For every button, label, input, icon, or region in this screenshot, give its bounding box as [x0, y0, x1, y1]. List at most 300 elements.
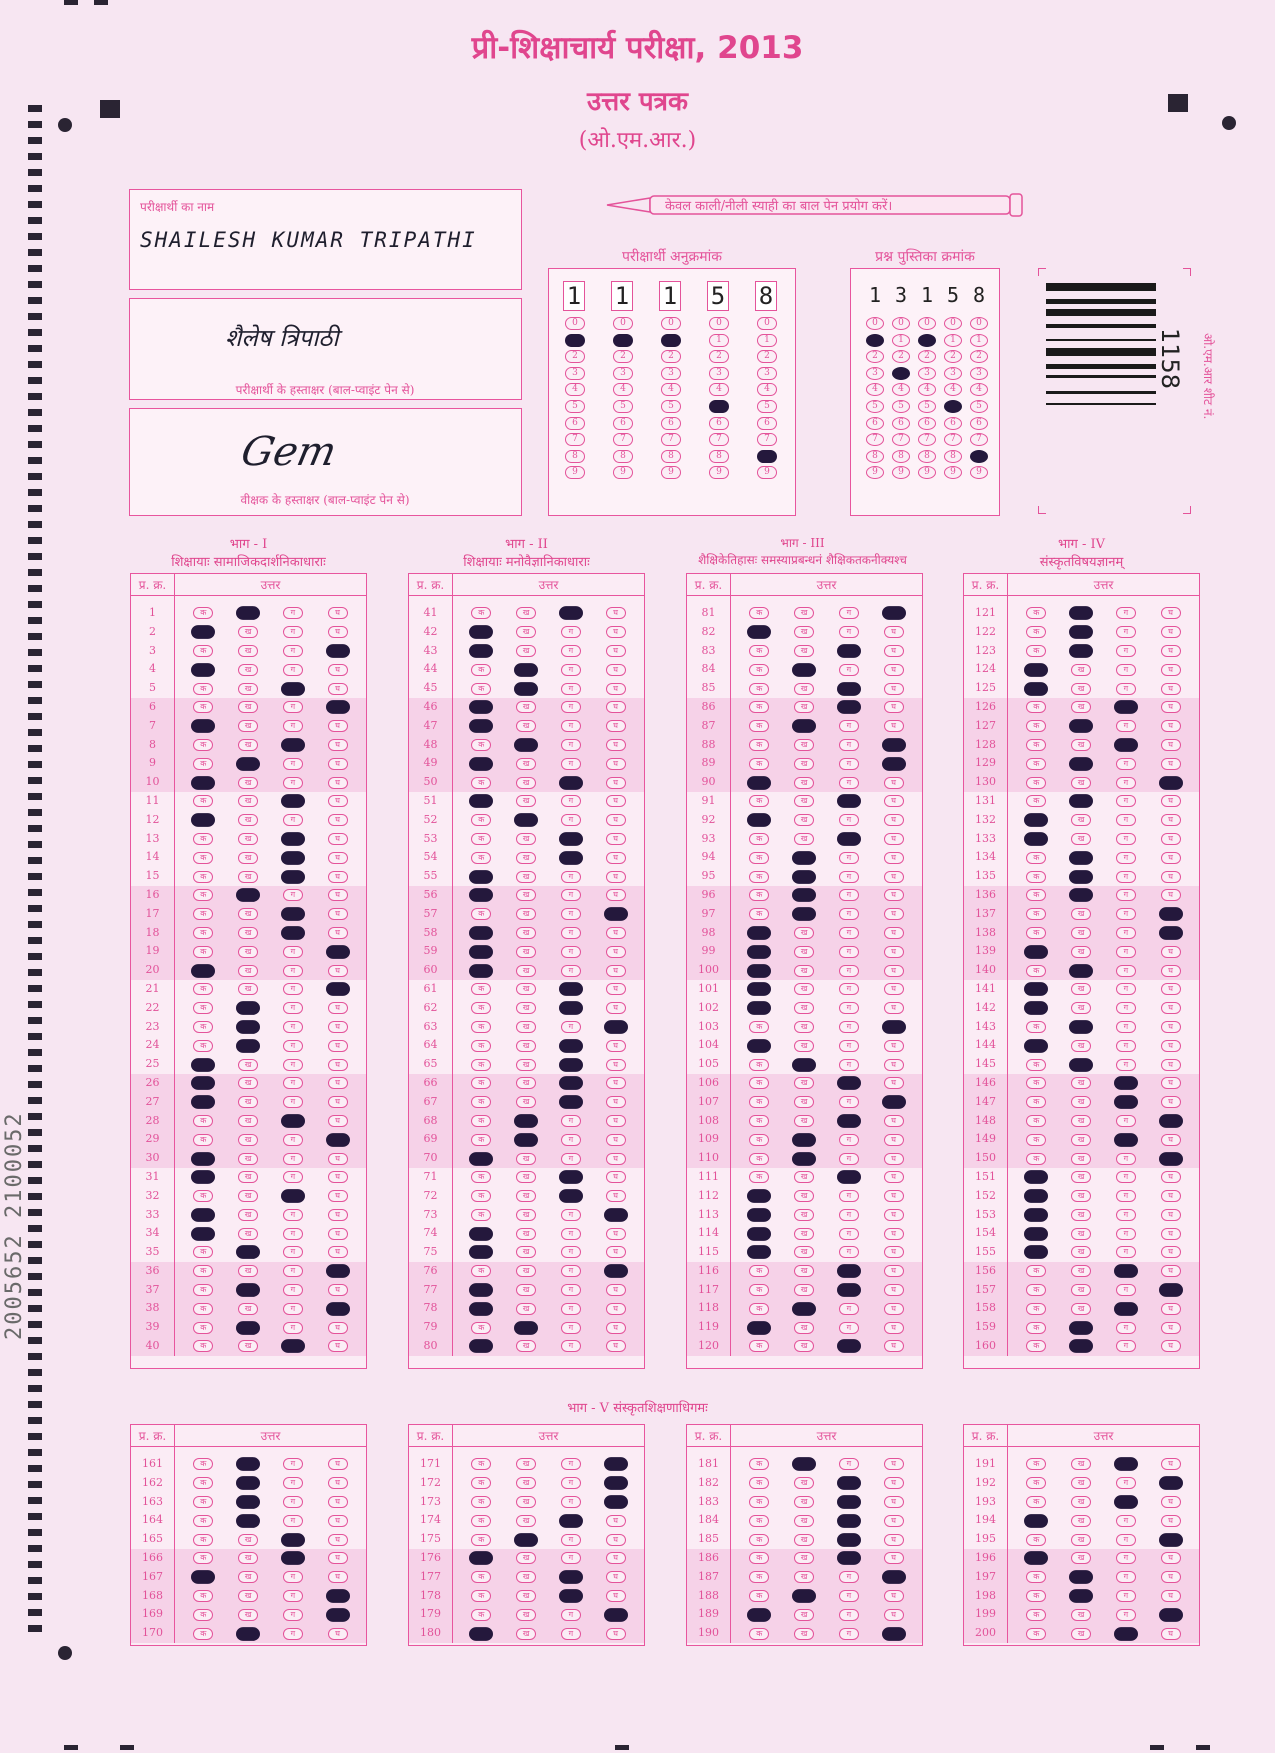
option-bubble[interactable]: क	[193, 1458, 213, 1470]
option-bubble[interactable]: घ	[1161, 1059, 1181, 1071]
option-bubble[interactable]: ग	[283, 664, 303, 676]
option-bubble[interactable]: ग	[1116, 1284, 1136, 1296]
option-bubble[interactable]	[1024, 1514, 1048, 1528]
option-bubble[interactable]	[236, 606, 260, 620]
option-bubble[interactable]: घ	[1161, 833, 1181, 845]
digit-bubble[interactable]: 5	[892, 400, 910, 413]
option-bubble[interactable]: क	[193, 1040, 213, 1052]
option-bubble[interactable]	[1024, 945, 1048, 959]
option-bubble[interactable]: ख	[238, 777, 258, 789]
option-bubble[interactable]	[514, 813, 538, 827]
option-bubble[interactable]: क	[193, 889, 213, 901]
digit-bubble[interactable]: 7	[970, 433, 988, 446]
option-bubble[interactable]: घ	[1161, 1628, 1181, 1640]
option-bubble[interactable]: क	[749, 1077, 769, 1089]
option-bubble[interactable]: ख	[516, 1515, 536, 1527]
option-bubble[interactable]	[281, 832, 305, 846]
option-bubble[interactable]	[1069, 1058, 1093, 1072]
option-bubble[interactable]: घ	[1161, 1590, 1181, 1602]
option-bubble[interactable]: ग	[1116, 814, 1136, 826]
option-bubble[interactable]: क	[1026, 1284, 1046, 1296]
option-bubble[interactable]: घ	[1161, 1021, 1181, 1033]
option-bubble[interactable]	[747, 1039, 771, 1053]
option-bubble[interactable]: ग	[1116, 871, 1136, 883]
option-bubble[interactable]: ग	[1116, 1590, 1136, 1602]
digit-bubble[interactable]: 3	[613, 367, 633, 380]
option-bubble[interactable]: ग	[839, 739, 859, 751]
digit-bubble[interactable]: 6	[970, 417, 988, 430]
digit-bubble[interactable]: 7	[661, 433, 681, 446]
option-bubble[interactable]: क	[1026, 1303, 1046, 1315]
option-bubble[interactable]: घ	[328, 1477, 348, 1489]
option-bubble[interactable]: घ	[1161, 889, 1181, 901]
option-bubble[interactable]: ग	[561, 1115, 581, 1127]
option-bubble[interactable]: ख	[238, 1134, 258, 1146]
option-bubble[interactable]: घ	[606, 1115, 626, 1127]
option-bubble[interactable]: घ	[884, 871, 904, 883]
option-bubble[interactable]	[236, 1001, 260, 1015]
option-bubble[interactable]: क	[1026, 739, 1046, 751]
option-bubble[interactable]	[792, 907, 816, 921]
option-bubble[interactable]: क	[471, 814, 491, 826]
option-bubble[interactable]	[1159, 776, 1183, 790]
option-bubble[interactable]: घ	[1161, 701, 1181, 713]
option-bubble[interactable]: घ	[884, 946, 904, 958]
digit-bubble[interactable]: 5	[970, 400, 988, 413]
option-bubble[interactable]: ख	[794, 683, 814, 695]
option-bubble[interactable]	[1069, 1570, 1093, 1584]
option-bubble[interactable]: क	[193, 1534, 213, 1546]
option-bubble[interactable]	[1159, 1152, 1183, 1166]
option-bubble[interactable]	[236, 1476, 260, 1490]
option-bubble[interactable]: घ	[1161, 1190, 1181, 1202]
option-bubble[interactable]: घ	[606, 1552, 626, 1564]
option-bubble[interactable]	[281, 1340, 305, 1354]
option-bubble[interactable]: ख	[794, 1534, 814, 1546]
option-bubble[interactable]: ख	[516, 946, 536, 958]
option-bubble[interactable]: ग	[1116, 1040, 1136, 1052]
digit-column[interactable]	[917, 281, 937, 483]
option-bubble[interactable]: घ	[884, 1340, 904, 1352]
option-bubble[interactable]	[1069, 757, 1093, 771]
digit-bubble[interactable]: 0	[757, 317, 777, 330]
option-bubble[interactable]: क	[1026, 1153, 1046, 1165]
option-bubble[interactable]: घ	[884, 1059, 904, 1071]
option-bubble[interactable]: घ	[328, 1021, 348, 1033]
option-bubble[interactable]: ख	[794, 739, 814, 751]
option-bubble[interactable]	[837, 700, 861, 714]
option-bubble[interactable]	[1024, 832, 1048, 846]
option-bubble[interactable]: क	[749, 1515, 769, 1527]
option-bubble[interactable]: घ	[884, 1228, 904, 1240]
option-bubble[interactable]: क	[1026, 1077, 1046, 1089]
option-bubble[interactable]	[236, 757, 260, 771]
option-bubble[interactable]: घ	[884, 795, 904, 807]
option-bubble[interactable]	[792, 1133, 816, 1147]
digit-bubble[interactable]: 5	[866, 400, 884, 413]
option-bubble[interactable]: क	[749, 1571, 769, 1583]
digit-bubble[interactable]: 3	[661, 367, 681, 380]
option-bubble[interactable]: ग	[283, 1246, 303, 1258]
digit-bubble[interactable]: 7	[866, 433, 884, 446]
option-bubble[interactable]: ग	[1116, 607, 1136, 619]
option-bubble[interactable]	[469, 870, 493, 884]
option-bubble[interactable]: घ	[884, 1515, 904, 1527]
option-bubble[interactable]: क	[749, 720, 769, 732]
option-bubble[interactable]: क	[471, 1021, 491, 1033]
option-bubble[interactable]	[514, 738, 538, 752]
option-bubble[interactable]	[1159, 926, 1183, 940]
option-bubble[interactable]: घ	[884, 908, 904, 920]
option-bubble[interactable]	[559, 1001, 583, 1015]
option-bubble[interactable]: क	[193, 871, 213, 883]
option-bubble[interactable]: ग	[839, 1458, 859, 1470]
option-bubble[interactable]	[1024, 1001, 1048, 1015]
digit-bubble[interactable]: 2	[757, 350, 777, 363]
option-bubble[interactable]: क	[1026, 927, 1046, 939]
digit-bubble[interactable]: 4	[613, 383, 633, 396]
option-bubble[interactable]	[837, 1170, 861, 1184]
digit-bubble[interactable]: 2	[661, 350, 681, 363]
option-bubble[interactable]	[1159, 1283, 1183, 1297]
option-bubble[interactable]: ख	[238, 664, 258, 676]
option-bubble[interactable]	[191, 1208, 215, 1222]
option-bubble[interactable]: ख	[1071, 1096, 1091, 1108]
option-bubble[interactable]	[1159, 907, 1183, 921]
digit-bubble[interactable]: 6	[613, 417, 633, 430]
option-bubble[interactable]: ख	[1071, 1002, 1091, 1014]
option-bubble[interactable]: घ	[606, 626, 626, 638]
option-bubble[interactable]	[326, 1264, 350, 1278]
option-bubble[interactable]: क	[749, 795, 769, 807]
option-bubble[interactable]: घ	[1161, 1228, 1181, 1240]
option-bubble[interactable]: घ	[884, 1322, 904, 1334]
option-bubble[interactable]: क	[193, 833, 213, 845]
option-bubble[interactable]: ग	[561, 927, 581, 939]
option-bubble[interactable]: क	[471, 683, 491, 695]
option-bubble[interactable]: क	[471, 1571, 491, 1583]
option-bubble[interactable]: घ	[328, 1458, 348, 1470]
option-bubble[interactable]: क	[471, 833, 491, 845]
option-bubble[interactable]: ग	[561, 908, 581, 920]
option-bubble[interactable]: क	[749, 701, 769, 713]
option-bubble[interactable]: घ	[1161, 1322, 1181, 1334]
option-bubble[interactable]	[837, 1533, 861, 1547]
option-bubble[interactable]: घ	[606, 983, 626, 995]
digit-column[interactable]	[563, 281, 587, 483]
option-bubble[interactable]	[747, 625, 771, 639]
option-bubble[interactable]	[1069, 870, 1093, 884]
option-bubble[interactable]	[191, 663, 215, 677]
option-bubble[interactable]	[1069, 888, 1093, 902]
option-bubble[interactable]: घ	[328, 1171, 348, 1183]
digit-bubble[interactable]: 9	[613, 466, 633, 479]
option-bubble[interactable]: घ	[328, 626, 348, 638]
option-bubble[interactable]: ग	[839, 965, 859, 977]
option-bubble[interactable]: क	[193, 758, 213, 770]
option-bubble[interactable]	[191, 1170, 215, 1184]
option-bubble[interactable]: घ	[1161, 1077, 1181, 1089]
option-bubble[interactable]: ग	[283, 1209, 303, 1221]
option-bubble[interactable]: क	[471, 1496, 491, 1508]
digit-bubble[interactable]: 6	[918, 417, 936, 430]
digit-bubble[interactable]: 1	[709, 334, 729, 347]
option-bubble[interactable]: क	[193, 607, 213, 619]
option-bubble[interactable]: ख	[794, 1096, 814, 1108]
option-bubble[interactable]: क	[749, 1096, 769, 1108]
option-bubble[interactable]: घ	[884, 1552, 904, 1564]
option-bubble[interactable]: ख	[794, 946, 814, 958]
option-bubble[interactable]: ग	[283, 946, 303, 958]
option-bubble[interactable]: ख	[516, 1171, 536, 1183]
option-bubble[interactable]: घ	[328, 777, 348, 789]
option-bubble[interactable]: ग	[839, 777, 859, 789]
option-bubble[interactable]	[1069, 644, 1093, 658]
option-bubble[interactable]: क	[193, 1134, 213, 1146]
option-bubble[interactable]: घ	[606, 1134, 626, 1146]
digit-bubble[interactable]: 0	[892, 317, 910, 330]
digit-bubble[interactable]: 8	[892, 450, 910, 463]
option-bubble[interactable]	[837, 1114, 861, 1128]
option-bubble[interactable]: ग	[561, 1552, 581, 1564]
option-bubble[interactable]: ख	[794, 1228, 814, 1240]
option-bubble[interactable]	[1024, 1039, 1048, 1053]
option-bubble[interactable]	[236, 1514, 260, 1528]
option-bubble[interactable]: क	[1026, 1458, 1046, 1470]
digit-bubble[interactable]: 7	[892, 433, 910, 446]
option-bubble[interactable]: क	[471, 1209, 491, 1221]
option-bubble[interactable]: ग	[561, 1209, 581, 1221]
option-bubble[interactable]	[469, 1551, 493, 1565]
option-bubble[interactable]: घ	[328, 1077, 348, 1089]
option-bubble[interactable]	[837, 1340, 861, 1354]
digit-bubble[interactable]: 2	[892, 350, 910, 363]
option-bubble[interactable]: ग	[561, 1134, 581, 1146]
option-bubble[interactable]: ख	[238, 720, 258, 732]
option-bubble[interactable]: ग	[1116, 664, 1136, 676]
option-bubble[interactable]: ग	[1116, 1021, 1136, 1033]
digit-bubble[interactable]: 5	[661, 400, 681, 413]
option-bubble[interactable]: ग	[1116, 1059, 1136, 1071]
option-bubble[interactable]	[837, 1476, 861, 1490]
option-bubble[interactable]: ग	[283, 1040, 303, 1052]
option-bubble[interactable]: ग	[561, 795, 581, 807]
option-bubble[interactable]	[469, 964, 493, 978]
option-bubble[interactable]: घ	[884, 1209, 904, 1221]
option-bubble[interactable]: क	[749, 664, 769, 676]
option-bubble[interactable]	[604, 1020, 628, 1034]
answer-block-81-120[interactable]	[686, 573, 923, 1369]
option-bubble[interactable]: ख	[794, 1190, 814, 1202]
option-bubble[interactable]: क	[471, 1190, 491, 1202]
option-bubble[interactable]: ग	[283, 777, 303, 789]
digit-bubble[interactable]: 2	[565, 350, 585, 363]
digit-column[interactable]	[891, 281, 911, 483]
digit-bubble[interactable]: 9	[944, 466, 962, 479]
option-bubble[interactable]: ख	[516, 1458, 536, 1470]
option-bubble[interactable]: घ	[328, 927, 348, 939]
option-bubble[interactable]: घ	[328, 908, 348, 920]
option-bubble[interactable]: ग	[561, 814, 581, 826]
option-bubble[interactable]: ग	[561, 739, 581, 751]
option-bubble[interactable]: क	[749, 1171, 769, 1183]
option-bubble[interactable]: घ	[328, 1515, 348, 1527]
option-bubble[interactable]	[1159, 1114, 1183, 1128]
digit-bubble[interactable]: 0	[944, 317, 962, 330]
option-bubble[interactable]	[792, 851, 816, 865]
option-bubble[interactable]: ख	[516, 645, 536, 657]
option-bubble[interactable]: ख	[794, 1171, 814, 1183]
option-bubble[interactable]: ख	[516, 1228, 536, 1240]
option-bubble[interactable]: क	[1026, 607, 1046, 619]
answer-block-171-180[interactable]	[408, 1424, 645, 1646]
option-bubble[interactable]: ख	[1071, 1077, 1091, 1089]
option-bubble[interactable]: ग	[839, 1228, 859, 1240]
digit-bubble[interactable]: 6	[944, 417, 962, 430]
option-bubble[interactable]: क	[749, 607, 769, 619]
option-bubble[interactable]: ग	[1116, 1340, 1136, 1352]
option-bubble[interactable]: ख	[516, 607, 536, 619]
option-bubble[interactable]: ख	[1071, 739, 1091, 751]
digit-bubble[interactable]: 8	[944, 450, 962, 463]
digit-bubble[interactable]: 0	[709, 317, 729, 330]
option-bubble[interactable]: ग	[283, 1590, 303, 1602]
option-bubble[interactable]	[837, 832, 861, 846]
option-bubble[interactable]	[792, 719, 816, 733]
option-bubble[interactable]: ग	[839, 1609, 859, 1621]
digit-bubble[interactable]: 3	[565, 367, 585, 380]
option-bubble[interactable]: ग	[283, 758, 303, 770]
option-bubble[interactable]: ग	[561, 1021, 581, 1033]
answer-block-41-80[interactable]	[408, 573, 645, 1369]
option-bubble[interactable]: ख	[516, 1246, 536, 1258]
option-bubble[interactable]	[1024, 1170, 1048, 1184]
option-bubble[interactable]	[469, 719, 493, 733]
option-bubble[interactable]: घ	[328, 720, 348, 732]
option-bubble[interactable]: ख	[516, 983, 536, 995]
option-bubble[interactable]: ग	[839, 758, 859, 770]
option-bubble[interactable]: ख	[516, 701, 536, 713]
option-bubble[interactable]	[1114, 700, 1138, 714]
digit-bubble[interactable]: 5	[918, 400, 936, 413]
option-bubble[interactable]	[1024, 1246, 1048, 1260]
option-bubble[interactable]	[1159, 1533, 1183, 1547]
option-bubble[interactable]: क	[193, 852, 213, 864]
answer-block-181-190[interactable]	[686, 1424, 923, 1646]
option-bubble[interactable]: ग	[1116, 1477, 1136, 1489]
option-bubble[interactable]: घ	[606, 1040, 626, 1052]
option-bubble[interactable]: घ	[328, 607, 348, 619]
option-bubble[interactable]: क	[749, 1284, 769, 1296]
option-bubble[interactable]: ग	[839, 1021, 859, 1033]
option-bubble[interactable]: क	[193, 1590, 213, 1602]
option-bubble[interactable]	[1069, 1321, 1093, 1335]
option-bubble[interactable]: ग	[1116, 1534, 1136, 1546]
option-bubble[interactable]	[747, 813, 771, 827]
digit-bubble[interactable]: 6	[866, 417, 884, 430]
option-bubble[interactable]: ख	[1071, 814, 1091, 826]
option-bubble[interactable]: ख	[238, 683, 258, 695]
option-bubble[interactable]: ग	[839, 1246, 859, 1258]
option-bubble[interactable]	[559, 832, 583, 846]
answer-block-191-200[interactable]	[963, 1424, 1200, 1646]
option-bubble[interactable]	[559, 1076, 583, 1090]
option-bubble[interactable]	[191, 1076, 215, 1090]
option-bubble[interactable]: क	[1026, 645, 1046, 657]
option-bubble[interactable]: ग	[1116, 1190, 1136, 1202]
option-bubble[interactable]: क	[193, 983, 213, 995]
option-bubble[interactable]	[604, 907, 628, 921]
option-bubble[interactable]: घ	[328, 852, 348, 864]
option-bubble[interactable]: घ	[328, 1059, 348, 1071]
option-bubble[interactable]: घ	[328, 965, 348, 977]
option-bubble[interactable]: ग	[283, 1077, 303, 1089]
option-bubble[interactable]	[747, 1208, 771, 1222]
option-bubble[interactable]: ग	[839, 852, 859, 864]
option-bubble[interactable]: क	[1026, 777, 1046, 789]
option-bubble[interactable]: क	[193, 1303, 213, 1315]
option-bubble[interactable]: ग	[283, 720, 303, 732]
option-bubble[interactable]	[559, 1170, 583, 1184]
option-bubble[interactable]: घ	[606, 965, 626, 977]
option-bubble[interactable]: ग	[283, 645, 303, 657]
option-bubble[interactable]: घ	[1161, 1209, 1181, 1221]
option-bubble[interactable]: घ	[1161, 1096, 1181, 1108]
option-bubble[interactable]	[1024, 1551, 1048, 1565]
answer-block-1-40[interactable]	[130, 573, 367, 1369]
option-bubble[interactable]: ख	[516, 1059, 536, 1071]
option-bubble[interactable]	[747, 926, 771, 940]
option-bubble[interactable]	[882, 1570, 906, 1584]
option-bubble[interactable]	[747, 1321, 771, 1335]
option-bubble[interactable]: क	[471, 852, 491, 864]
option-bubble[interactable]: घ	[328, 889, 348, 901]
option-bubble[interactable]: क	[193, 1496, 213, 1508]
digit-bubble[interactable]: 7	[709, 433, 729, 446]
option-bubble[interactable]	[191, 964, 215, 978]
option-bubble[interactable]: क	[749, 1303, 769, 1315]
option-bubble[interactable]: ग	[839, 946, 859, 958]
option-bubble[interactable]: घ	[1161, 852, 1181, 864]
option-bubble[interactable]: घ	[606, 1590, 626, 1602]
option-bubble[interactable]: ख	[516, 1571, 536, 1583]
option-bubble[interactable]: क	[471, 739, 491, 751]
digit-bubble[interactable]: 2	[944, 350, 962, 363]
option-bubble[interactable]: घ	[328, 739, 348, 751]
option-bubble[interactable]: घ	[884, 983, 904, 995]
option-bubble[interactable]	[236, 1039, 260, 1053]
option-bubble[interactable]: ग	[1116, 1552, 1136, 1564]
option-bubble[interactable]: घ	[1161, 626, 1181, 638]
option-bubble[interactable]	[469, 1627, 493, 1641]
digit-bubble[interactable]: 8	[709, 450, 729, 463]
digit-bubble[interactable]: 9	[970, 466, 988, 479]
option-bubble[interactable]	[469, 888, 493, 902]
digit-bubble[interactable]: 9	[757, 466, 777, 479]
option-bubble[interactable]: ग	[839, 1040, 859, 1052]
option-bubble[interactable]: घ	[606, 1077, 626, 1089]
option-bubble[interactable]: क	[1026, 1477, 1046, 1489]
digit-bubble[interactable]	[613, 334, 633, 347]
option-bubble[interactable]: ग	[561, 1303, 581, 1315]
option-bubble[interactable]: ग	[839, 1628, 859, 1640]
option-bubble[interactable]	[1114, 1627, 1138, 1641]
option-bubble[interactable]: ख	[794, 1021, 814, 1033]
option-bubble[interactable]: घ	[328, 1340, 348, 1352]
option-bubble[interactable]: क	[1026, 908, 1046, 920]
option-bubble[interactable]: ग	[1116, 889, 1136, 901]
digit-bubble[interactable]: 4	[918, 383, 936, 396]
